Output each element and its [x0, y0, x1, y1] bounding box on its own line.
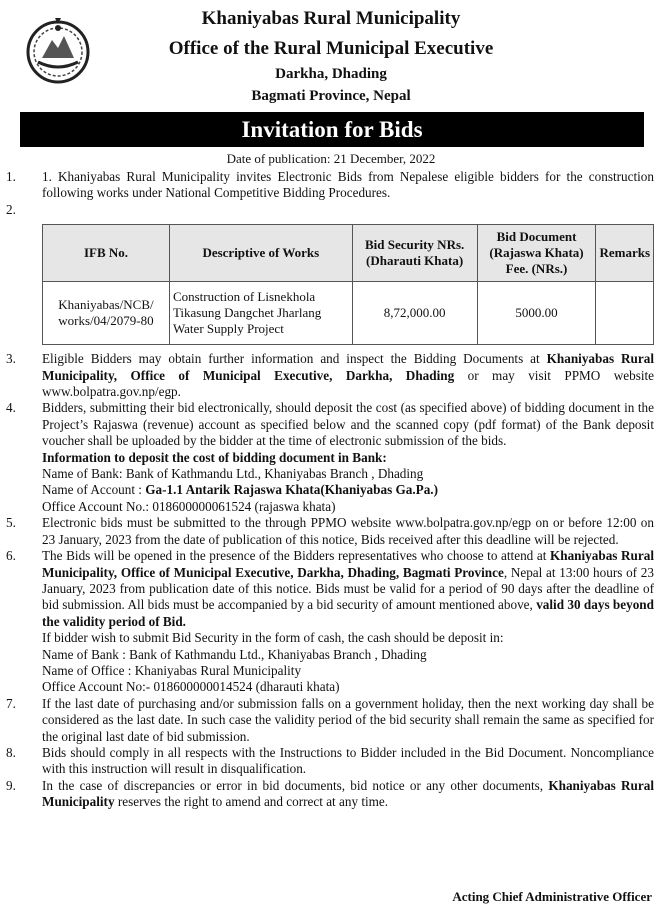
item-number: 3.: [6, 351, 16, 367]
cell-fee: 5000.00: [477, 282, 596, 345]
bid-table: [42, 224, 654, 345]
item-text: Eligible Bidders may obtain further information and inspect the Bidding Documents at Khaniyabas Rural Municipality, Office of Municipal Executive, Darkha, Dhading or may visit PPMO website www.bolpatra.gov.np/egp.: [42, 351, 655, 400]
table-header-row: [43, 225, 654, 282]
office-account-number: Office Account No.: 018600000061524 (rajaswa khata): [42, 498, 336, 514]
list-item: [6, 778, 654, 811]
list-item: [6, 351, 654, 400]
item-number: 8.: [6, 744, 16, 760]
list-item: [6, 169, 654, 202]
province-line: Bagmati Province, Nepal: [251, 88, 411, 104]
account-name: Name of Account : Ga-1.1 Antarik Rajaswa Khata(Khaniyabas Ga.Pa.): [42, 482, 438, 498]
item-text: 1. Khaniyabas Rural Municipality invites Electronic Bids from Nepalese eligible bidders for the construction following works under National Competitive Bidding Procedures.: [42, 169, 654, 201]
col-works: Descriptive of Works: [169, 225, 352, 282]
bank-name: Name of Bank: Bank of Kathmandu Ltd., Khaniyabas Branch , Dhading: [42, 466, 424, 482]
list-item: [6, 548, 654, 630]
item-text: [42, 202, 654, 218]
office-account-number: Office Account No:- 018600000014524 (dharauti khata): [42, 679, 340, 695]
item-number: 4.: [6, 400, 16, 416]
address-line: Darkha, Dhading: [275, 66, 387, 82]
notice-header: [0, 0, 662, 112]
col-fee: Bid Document (Rajaswa Khata) Fee. (NRs.): [477, 225, 596, 282]
item-number: 5.: [6, 515, 16, 531]
office-name-line: Name of Office : Khaniyabas Rural Municipality: [42, 662, 302, 678]
bank-name: Name of Bank : Bank of Kathmandu Ltd., Khaniyabas Branch , Dhading: [42, 646, 427, 662]
item-text: Electronic bids must be submitted to the through PPMO website www.bolpatra.gov.np/egp on or before 12:00 on 23 January, 2023 from the date of publication of this notice, Bids received after this deadline will be rejected.: [42, 515, 654, 547]
item-text: In the case of discrepancies or error in bid documents, bid notice or any other documents, Khaniyabas Rural Municipality reserves the right to amend and correct at any time.: [42, 777, 654, 810]
cell-works: Construction of Lisnekhola Tikasung Dangchet Jharlang Water Supply Project: [169, 282, 352, 345]
notice-body: [6, 169, 654, 811]
item-number: 6.: [6, 548, 16, 564]
item-text: Bids should comply in all respects with the Instructions to Bidder included in the Bid Document. Noncompliance with this instruction will result in disqualification.: [42, 744, 654, 777]
signature: Acting Chief Administrative Officer: [452, 889, 652, 904]
col-security: Bid Security NRs. (Dharauti Khata): [352, 225, 477, 282]
municipality-name: Khaniyabas Rural Municipality: [201, 8, 461, 29]
list-item: [6, 745, 654, 778]
cell-ifb: Khaniyabas/NCB/ works/04/2079-80: [43, 282, 170, 345]
item-number: 1.: [6, 169, 16, 184]
item-text: If the last date of purchasing and/or submission falls on a government holiday, then the next working day shall be considered as the last date. In such case the validity period of the bid security shall remain the same as specified for the original last date of bid submission.: [42, 695, 654, 744]
list-item: [6, 515, 654, 548]
cash-deposit-line: If bidder wish to submit Bid Security in the form of cash, the cash should be deposit in:: [42, 630, 504, 646]
item-number: 2.: [6, 201, 16, 217]
cell-remarks: [596, 282, 654, 345]
item-text: Bidders, submitting their bid electronically, should deposit the cost (as specified above) of bidding document in the Project’s Rajaswa (revenue) account as specified below and the scanned copy (pdf format) of the Bank deposit voucher shall be uploaded by the bidder at the time of electronic submission of the bids.: [42, 400, 654, 449]
list-item: [6, 400, 654, 449]
notice-title: Invitation for Bids: [20, 112, 644, 147]
list-item: [6, 696, 654, 745]
item-text: The Bids will be opened in the presence of the Bidders representatives who choose to attend at Khaniyabas Rural Municipality, Office of Municipal Executive, Darkha, Dhading, Bagmati Province, Nepal at 13:00 hours of 23 January, 2023 from publication date of this notice. Bids must be valid for a period of 90 days after the deadline of bid submission. All bids must be accompanied by a bid security of amount mentioned above, valid 30 days beyond the validity period of Bid.: [42, 548, 655, 629]
item-number: 9.: [6, 777, 16, 793]
item-number: 7.: [6, 695, 16, 711]
col-remarks: Remarks: [596, 225, 654, 282]
list-item: [6, 202, 654, 218]
col-ifb: IFB No.: [43, 225, 170, 282]
publication-date: Date of publication: 21 December, 2022: [226, 151, 436, 166]
bank-info-heading: Information to deposit the cost of bidding document in Bank:: [42, 449, 387, 465]
office-name: Office of the Rural Municipal Executive: [168, 38, 494, 59]
table-row: [43, 282, 654, 345]
cell-security: 8,72,000.00: [352, 282, 477, 345]
